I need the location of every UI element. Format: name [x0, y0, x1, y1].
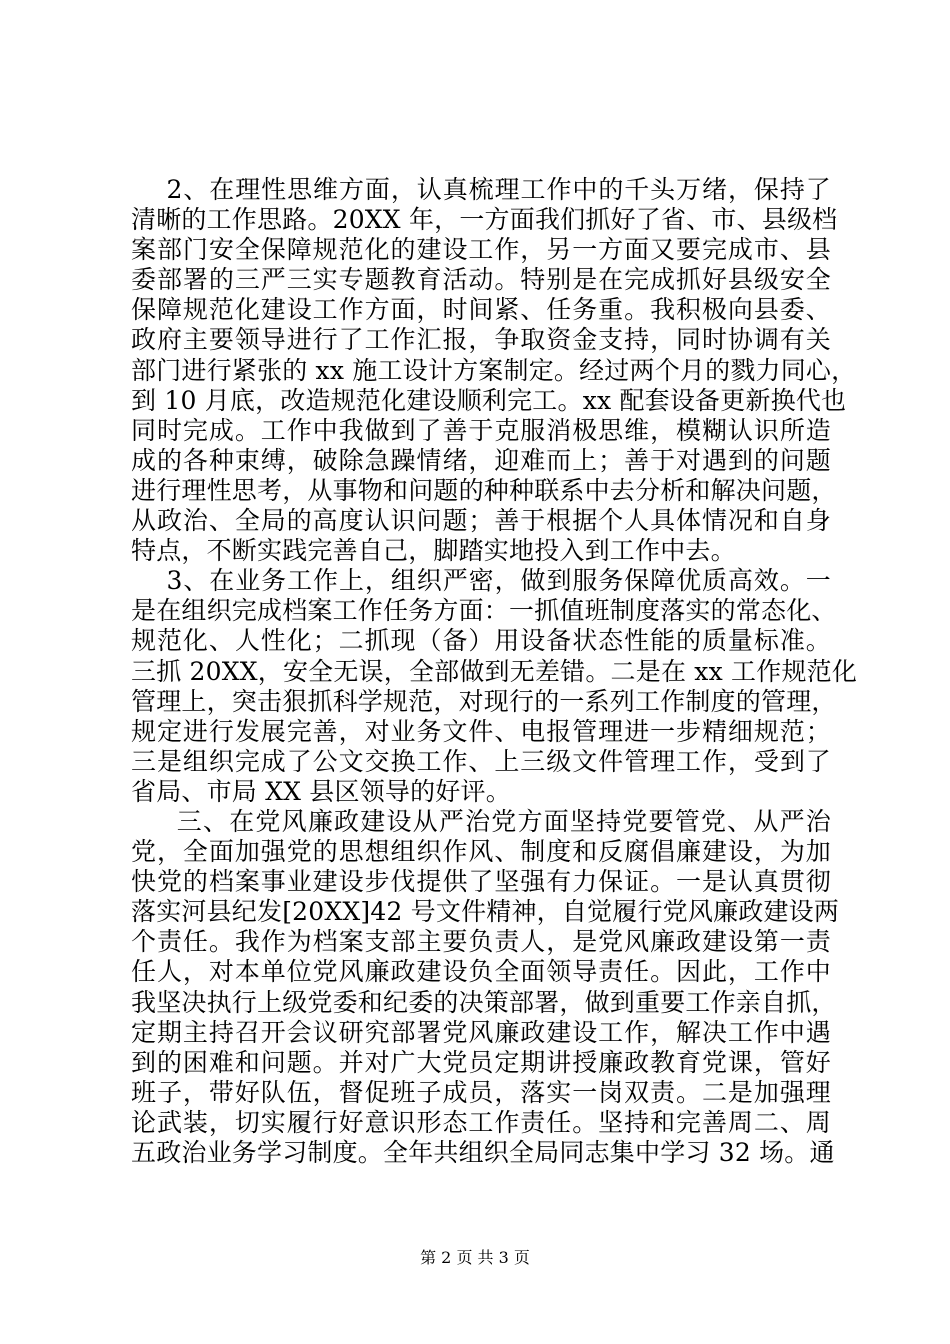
text-line: 班子，带好队伍，督促班子成员，落实一岗双责。二是加强理 [131, 1077, 831, 1107]
text-line: 规定进行发展完善，对业务文件、电报管理进一步精细规范； [131, 716, 831, 746]
text-line: 个责任。我作为档案支部主要负责人，是党风廉政建设第一责 [131, 927, 831, 957]
text-line: 五政治业务学习制度。全年共组织全局同志集中学习 32 场。通 [131, 1138, 835, 1167]
text-line: 到的困难和问题。并对广大党员定期讲授廉政教育党课，管好 [131, 1047, 831, 1077]
text-line: 从政治、全局的高度认识问题；善于根据个人具体情况和自身 [131, 506, 831, 536]
text-line: 论武装，切实履行好意识形态工作责任。坚持和完善周二、周 [131, 1107, 831, 1137]
text-line: 三抓 20XX，安全无误，全部做到无差错。二是在 xx 工作规范化 [131, 656, 858, 686]
text-line: 2、在理性思维方面，认真梳理工作中的千头万绪，保持了 [131, 175, 831, 204]
text-line: 3、在业务工作上，组织严密，做到服务保障优质高效。一 [131, 566, 831, 596]
text-line: 部门进行紧张的 xx 施工设计方案制定。经过两个月的戮力同心， [131, 355, 857, 385]
text-line: 三、在党风廉政建设从严治党方面坚持党要管党、从严治 [131, 806, 831, 836]
text-line: 到 10 月底，改造规范化建设顺利完工。xx 配套设备更新换代也 [131, 385, 847, 415]
text-line: 保障规范化建设工作方面，时间紧、任务重。我积极向县委、 [131, 295, 831, 325]
text-line: 案部门安全保障规范化的建设工作，另一方面又要完成市、县 [131, 235, 831, 265]
text-line: 成的各种束缚，破除急躁情绪，迎难而上；善于对遇到的问题 [131, 445, 831, 475]
text-line: 省局、市局 XX 县区领导的好评。 [131, 776, 511, 806]
text-line: 进行理性思考，从事物和问题的种种联系中去分析和解决问题， [131, 475, 837, 505]
text-line: 清晰的工作思路。20XX 年，一方面我们抓好了省、市、县级档 [131, 205, 838, 235]
text-line: 我坚决执行上级党委和纪委的决策部署，做到重要工作亲自抓， [131, 987, 837, 1017]
document-body [131, 175, 858, 1168]
text-line: 委部署的三严三实专题教育活动。特别是在完成抓好县级安全 [131, 265, 831, 295]
text-line: 快党的档案事业建设步伐提供了坚强有力保证。一是认真贯彻 [131, 867, 831, 897]
text-line: 落实河县纪发[20XX]42 号文件精神，自觉履行党风廉政建设两 [131, 897, 840, 927]
text-line: 是在组织完成档案工作任务方面：一抓值班制度落实的常态化、 [131, 596, 837, 626]
text-line: 规范化、人性化；二抓现（备）用设备状态性能的质量标准。 [131, 626, 831, 656]
text-line: 任人，对本单位党风廉政建设负全面领导责任。因此，工作中 [131, 957, 831, 987]
text-line: 管理上，突击狠抓科学规范，对现行的一系列工作制度的管理， [131, 686, 837, 716]
text-line: 定期主持召开会议研究部署党风廉政建设工作，解决工作中遇 [131, 1017, 831, 1047]
page-number-footer: 第 2 页 共 3 页 [420, 1248, 530, 1267]
text-line: 政府主要领导进行了工作汇报，争取资金支持，同时协调有关 [131, 325, 831, 355]
text-line: 同时完成。工作中我做到了善于克服消极思维，模糊认识所造 [131, 415, 831, 445]
text-line: 三是组织完成了公文交换工作、上三级文件管理工作，受到了 [131, 746, 831, 776]
text-line: 党，全面加强党的思想组织作风、制度和反腐倡廉建设，为加 [131, 837, 831, 867]
text-line: 特点，不断实践完善自己，脚踏实地投入到工作中去。 [131, 536, 736, 566]
